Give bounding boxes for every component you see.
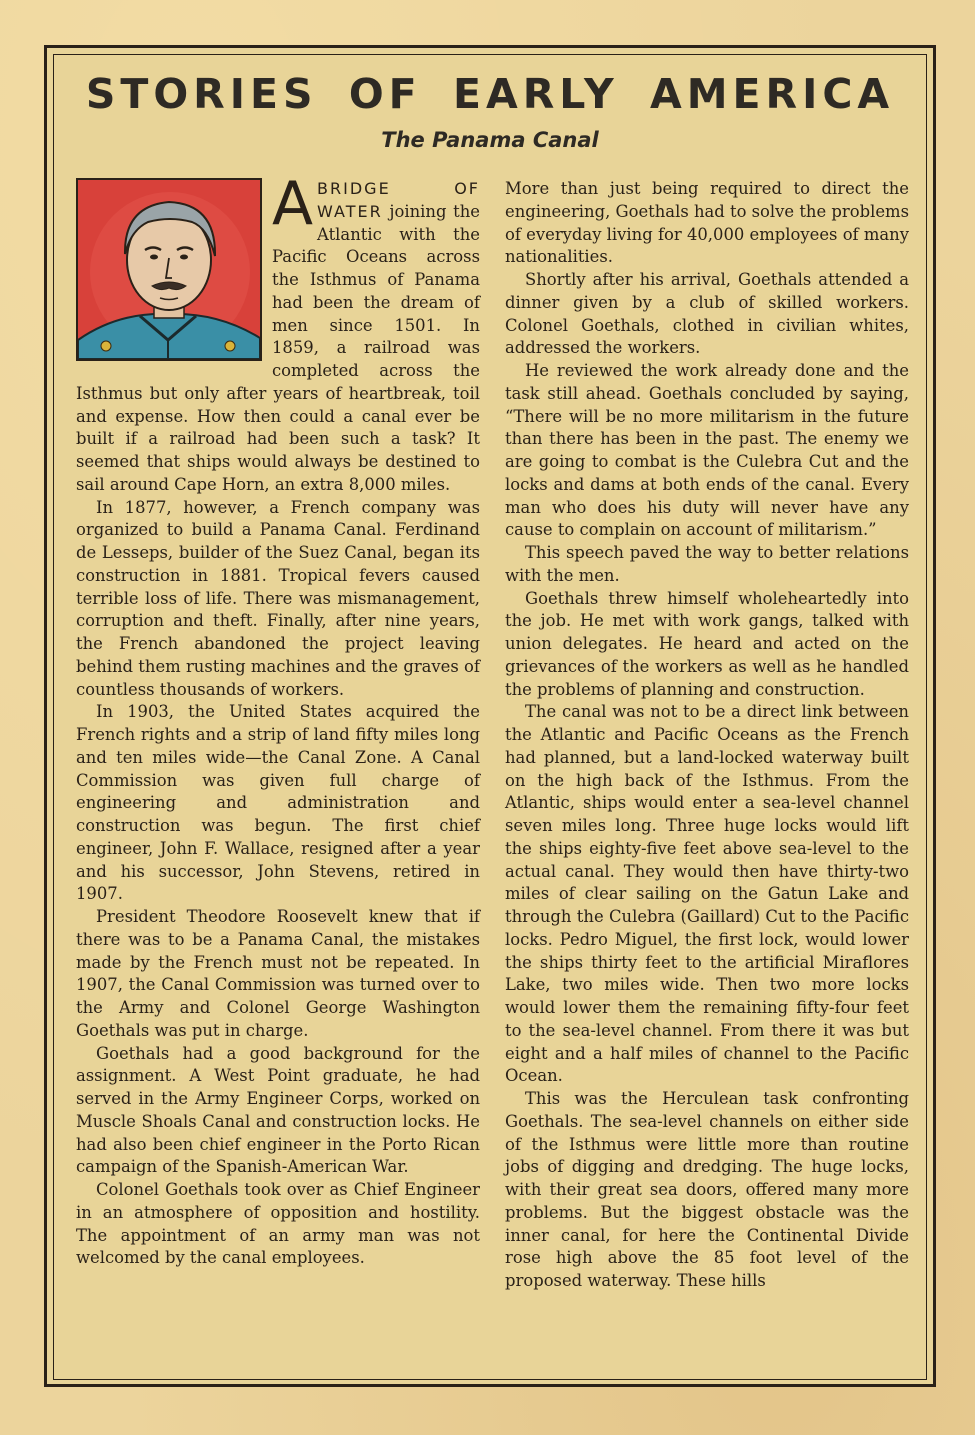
article-paragraph: Goethals threw himself wholeheartedly into the job. He met with work gangs, talked with union delegates. He heard and acted on the grievances of the workers as well as he handled the problems of planning and construction. [505,588,909,699]
article-paragraph: President Theodore Roosevelt knew that if there was to be a Panama Canal, the mistakes made by the French must not be repeated. In 1907, the Canal Commission was turned over to the Army and Colonel George Washington Goethals was put in charge. [76,907,480,1040]
article-paragraph: Colonel Goethals took over as Chief Engineer in an atmosphere of opposition and hostility. The appointment of an army man was not welcomed by the canal employees. [76,1180,480,1268]
article-paragraph: In 1903, the United States acquired the French rights and a strip of land fifty miles long and ten miles wide—the Canal Zone. A Canal Commission was given full charge of engineering and administration and construction was begun. The first chief engineer, John F. Wallace, resigned after a year and his successor, John Stevens, retired in 1907. [76,702,480,904]
article-paragraph: Shortly after his arrival, Goethals attended a dinner given by a club of skilled workers. Colonel Goethals, clothed in civilian whites, addressed the workers. [505,270,909,358]
article-column-right [505,178,909,1293]
article-paragraph: More than just being required to direct the engineering, Goethals had to solve the problems of everyday living for 40,000 employees of many nationalities. [505,179,909,267]
portrait-spacer [76,178,272,382]
article-paragraph: The canal was not to be a direct link between the Atlantic and Pacific Oceans as the French had planned, but a land-locked waterway built on the high back of the Isthmus. From the Atlantic, ships would enter a sea-level channel seven miles long. Three huge locks would lift the ships eighty-five feet above sea-level to the actual canal. They would then have thirty-two miles of clear sailing on the Gatun Lake and through the Culebra (Gaillard) Cut to the Pacific locks. Pedro Miguel, the first lock, would lower the ships thirty feet to the artificial Miraflores Lake, two miles wide. Then two more locks would lower them the remaining fifty-four feet to the sea-level channel. From there it was but eight and a half miles of channel to the Pacific Ocean. [505,702,909,1086]
article-subtitle: The Panama Canal [381,128,599,152]
paragraph-text: joining the Atlantic with the Pacific Oceans across the Isthmus of Panama had been the dream of men since 1501. In 1859, a railroad was completed across the Isthmus but only after years of heartbreak, toil and expense. How then could a canal ever be built if a railroad had been such a task? It seemed that ships would always be destined to sail around Cape Horn, an extra 8,000 miles. [76,201,480,494]
article-paragraph: Goethals had a good background for the assignment. A West Point graduate, he had served in the Army Engineer Corps, worked on Muscle Shoals Canal and construction locks. He had also been chief engineer in the Porto Rican campaign of the Spanish-American War. [76,1043,480,1177]
article-paragraph: In 1877, however, a French company was organized to build a Panama Canal. Ferdinand de Lesseps, builder of the Suez Canal, began its construction in 1881. Tropical fevers caused terrible loss of life. There was mismanagement, corruption and theft. Finally, after nine years, the French abandoned the project leaving behind them rusting machines and the graves of countless thousands of workers. [76,497,480,699]
drop-cap: A [272,169,314,239]
page-title: STORIES OF EARLY AMERICA [85,70,895,118]
opening-caps: BRIDGE OF WATER [317,179,480,221]
article-paragraph: This was the Herculean task confronting Goethals. The sea-level channels on either side of the Isthmus were little more than routine jobs of digging and dredging. The huge locks, with their great sea doors, offered many more problems. But the biggest obstacle was the inner canal, for here the Continental Divide rose high above the 85 foot level of the proposed waterway. These hills [505,1089,909,1290]
article-paragraph: This speech paved the way to better relations with the men. [505,543,909,585]
article-column-left [76,169,480,1270]
article-paragraph: He reviewed the work already done and the task still ahead. Goethals concluded by saying, “There will be no more militarism in the future than there has been in the past. The enemy we are going to combat is the Culebra Cut and the locks and dams at both ends of the canal. Every man who does his duty will never have any cause to complain on account of militarism.” [505,361,909,540]
